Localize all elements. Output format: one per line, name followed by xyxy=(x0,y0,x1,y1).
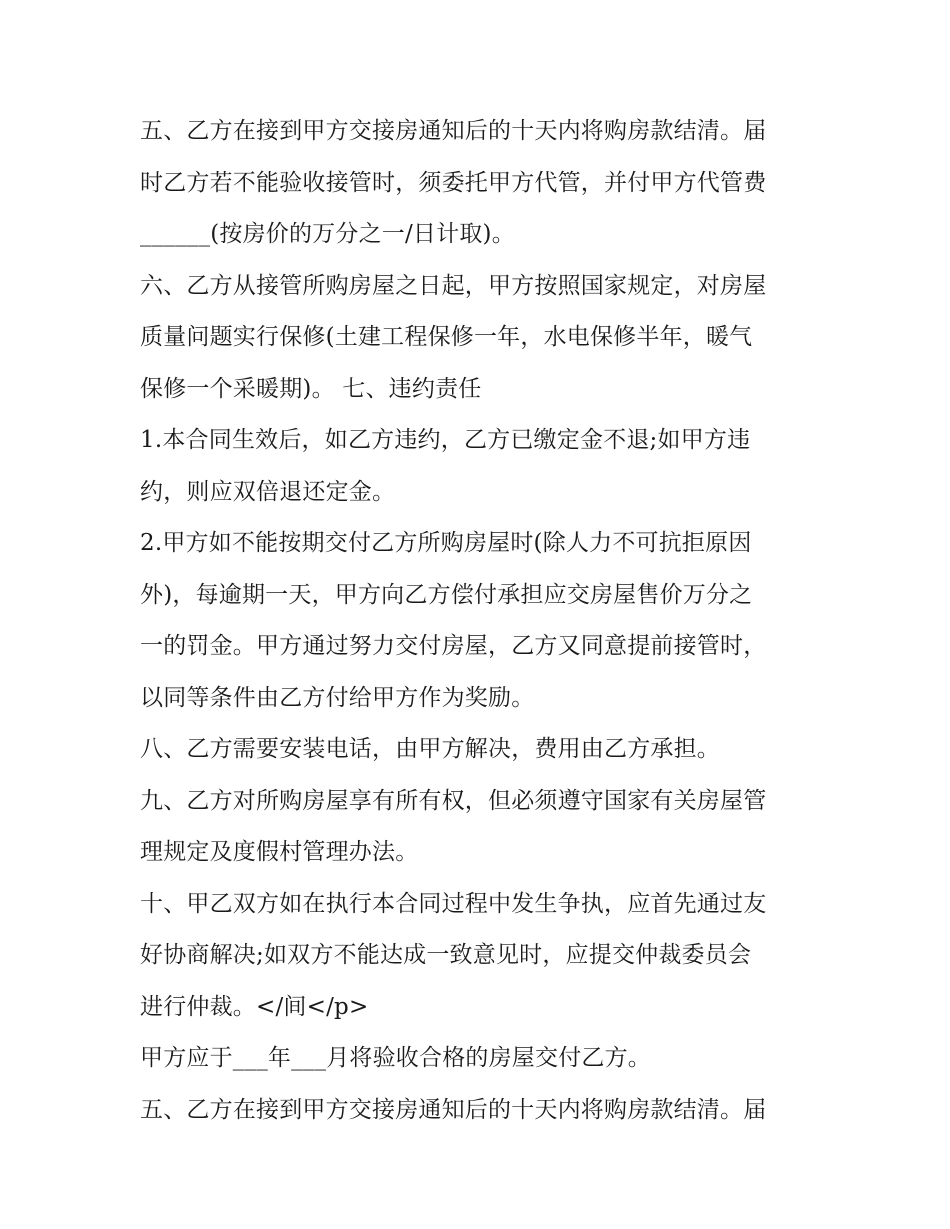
text-line: 九、乙方对所购房屋享有所有权，但必须遵守国家有关房屋管 xyxy=(140,787,767,814)
text-line: 进行仲裁。</间</p> xyxy=(140,993,369,1020)
text-line: 十、甲乙双方如在执行本合同过程中发生争执，应首先通过友 xyxy=(140,890,767,917)
text-line: 理规定及度假村管理办法。 xyxy=(140,839,419,865)
text-line: 质量问题实行保修(土建工程保修一年，水电保修半年，暖气 xyxy=(140,324,753,350)
text-line: 外)，每逾期一天，甲方向乙方偿付承担应交房屋售价万分之 xyxy=(140,581,753,608)
text-line: ______(按房价的万分之一/日计取)。 xyxy=(140,221,515,247)
text-line: 五、乙方在接到甲方交接房通知后的十天内将购房款结清。届 xyxy=(140,1096,767,1123)
text-line: 六、乙方从接管所购房屋之日起，甲方按照国家规定，对房屋 xyxy=(140,272,767,299)
text-line: 一的罚金。甲方通过努力交付房屋，乙方又同意提前接管时， xyxy=(140,633,767,659)
document-body xyxy=(140,106,820,1136)
text-line: 时乙方若不能验收接管时，须委托甲方代管，并付甲方代管费 xyxy=(140,169,767,196)
text-line: 八、乙方需要安装电话，由甲方解决，费用由乙方承担。 xyxy=(140,736,720,762)
text-line: 约，则应双倍退还定金。 xyxy=(140,478,396,505)
text-line: 保修一个采暖期)。 七、违约责任 xyxy=(140,375,482,402)
text-line: 2.甲方如不能按期交付乙方所购房屋时(除人力不可抗拒原因 xyxy=(140,530,752,556)
text-line: 甲方应于___年___月将验收合格的房屋交付乙方。 xyxy=(140,1045,651,1071)
text-line: 1.本合同生效后，如乙方违约，乙方已缴定金不退;如甲方违 xyxy=(140,427,751,453)
text-line: 好协商解决;如双方不能达成一致意见时，应提交仲裁委员会 xyxy=(140,942,752,968)
text-line: 以同等条件由乙方付给甲方作为奖励。 xyxy=(140,684,535,711)
text-line: 五、乙方在接到甲方交接房通知后的十天内将购房款结清。届 xyxy=(140,118,767,144)
